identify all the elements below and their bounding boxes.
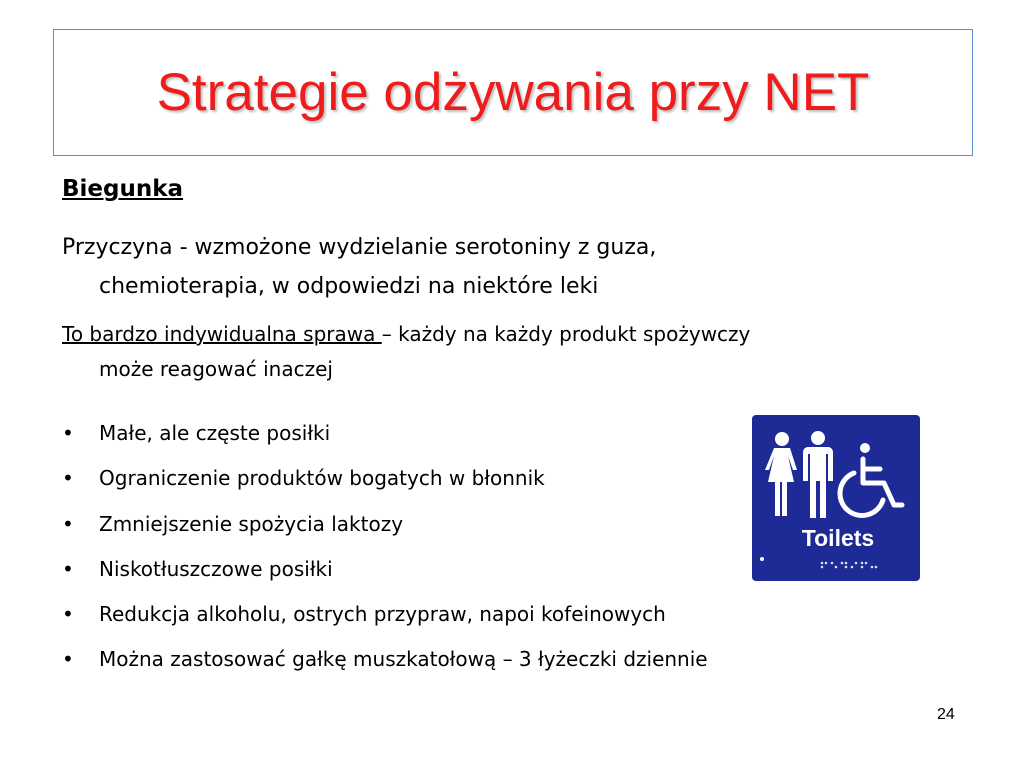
bullet-dot: • — [62, 556, 74, 581]
page-number: 24 — [937, 706, 955, 723]
sign-label: Toilets — [801, 525, 875, 551]
individual-line-2: może reagować inaczej — [99, 357, 333, 381]
title-box — [53, 29, 973, 156]
section-heading: Biegunka — [62, 176, 184, 202]
bullet-text: Ograniczenie produktów bogatych w błonnik — [99, 466, 545, 491]
bullet-text: Redukcja alkoholu, ostrych przypraw, napoi kofeinowych — [99, 602, 666, 627]
individual-line-1 — [62, 317, 962, 352]
individual-rest-text: – każdy na każdy produkt spożywczy — [381, 322, 751, 346]
bullet-text: Niskotłuszczowe posiłki — [99, 556, 333, 581]
individual-underlined-text: To bardzo indywidualna sprawa — [62, 322, 382, 346]
individual-paragraph — [62, 317, 962, 387]
cause-line-1: Przyczyna - wzmożone wydzielanie serotoniny z guza, — [62, 235, 657, 260]
bullet-item — [62, 463, 708, 508]
bullet-dot: • — [62, 466, 74, 491]
slide-title: Strategie odżywania przy NET — [156, 63, 870, 122]
bullet-dot: • — [62, 602, 74, 627]
bullet-item — [62, 554, 708, 599]
toilets-sign — [752, 415, 920, 581]
bullet-text: Małe, ale częste posiłki — [99, 421, 331, 445]
bullet-item — [62, 418, 708, 463]
bullet-list — [62, 418, 708, 690]
bullet-item — [62, 599, 708, 644]
bullet-dot: • — [62, 647, 74, 672]
cause-paragraph — [62, 228, 962, 306]
bullet-item — [62, 509, 708, 554]
locator-dot — [760, 557, 764, 561]
bullet-text: Zmniejszenie spożycia laktozy — [99, 511, 404, 536]
bullet-dot: • — [62, 421, 74, 445]
cause-line-2: chemioterapia, w odpowiedzi na niektóre leki — [99, 274, 599, 299]
bullet-item — [62, 644, 708, 689]
bullet-dot: • — [62, 511, 74, 536]
bullet-text: Można zastosować gałkę muszkatołową – 3 łyżeczki dziennie — [99, 647, 708, 672]
